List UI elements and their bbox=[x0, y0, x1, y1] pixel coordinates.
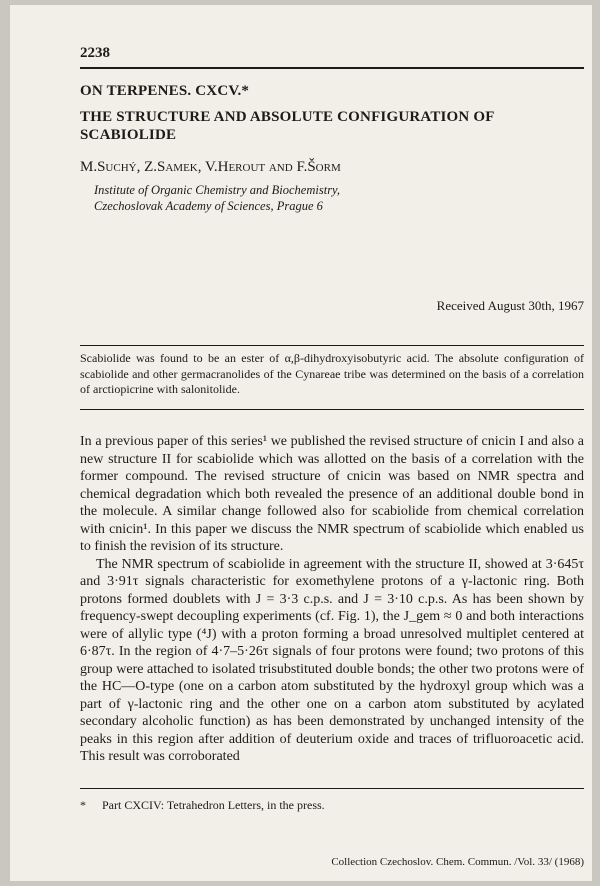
paragraph: In a previous paper of this series¹ we published the revised structure of cnicin I and also a new structure II for scabiolide which was allotted on the basis of a correlation with the former compound. The revised structure of cnicin was based on NMR spectra and chemical degradation which both revealed the presence of an additional double bond in the molecule. A similar change followed also for scabiolide from chemical correlation with cnicin¹. In this paper we discuss the NMR spectrum of scabiolide which enabled us to finish the revision of its structure. bbox=[80, 434, 584, 554]
affiliation-line: Czechoslovak Academy of Sciences, Prague 6 bbox=[94, 199, 323, 213]
affiliation-line: Institute of Organic Chemistry and Biochemistry, bbox=[94, 183, 341, 197]
footnote bbox=[80, 798, 325, 813]
received-date: Received August 30th, 1967 bbox=[436, 298, 584, 313]
abstract-bottom-rule bbox=[80, 409, 584, 410]
header-rule bbox=[80, 67, 584, 69]
body-text bbox=[80, 433, 584, 766]
author-list: M.Suchý, Z.Samek, V.Herout and F.Šorm bbox=[80, 159, 341, 175]
abstract-top-rule bbox=[80, 345, 584, 346]
page-number: 2238 bbox=[80, 45, 110, 61]
footnote-text: Part CXCIV: Tetrahedron Letters, in the press. bbox=[102, 798, 325, 812]
affiliation bbox=[94, 182, 340, 214]
article-title: ON TERPENES. CXCV.* bbox=[80, 83, 250, 99]
journal-citation: Collection Czechoslov. Chem. Commun. /Vol. 33/ (1968) bbox=[331, 856, 584, 868]
abstract: Scabiolide was found to be an ester of α,β-dihydroxyisobutyric acid. The absolute configuration of scabiolide and other germacranolides of the Cynareae tribe was determined on the basis of a correlation of arctiopicrine with salonitolide. bbox=[80, 351, 584, 396]
article-subtitle: THE STRUCTURE AND ABSOLUTE CONFIGURATION OF SCABIOLIDE bbox=[80, 109, 495, 143]
journal-page bbox=[10, 5, 592, 881]
paragraph: The NMR spectrum of scabiolide in agreement with the structure II, showed at 3·645τ and 3·91τ signals characteristic for exomethylene protons of a γ-lactonic ring. Both protons formed doublets with J = 3·3 c.p.s. and J = 3·10 c.p.s. As has been shown by frequency-swept decoupling experiments (cf. Fig. 1), the J_gem ≈ 0 and both interactions were of allylic type (⁴J) with a proton forming a broad unresolved multiplet centered at 6·87τ. In the region of 4·7–5·26τ signals of four protons were found; two protons of this group were attached to isolated trisubstituted double bonds; the other two protons were of the HC—O-type (one on a carbon atom substituted by the hydroxyl group which was a part of γ-lactonic ring and the other one on a carbon atom substituted by acylated secondary alcoholic function) as has been demonstrated by unchanged intensity of the peaks in this region after addition of deuterium oxide and traces of trifluoroacetic acid. This result was corroborated bbox=[80, 556, 584, 764]
footnote-rule bbox=[80, 788, 584, 789]
footnote-mark: * bbox=[80, 798, 86, 812]
